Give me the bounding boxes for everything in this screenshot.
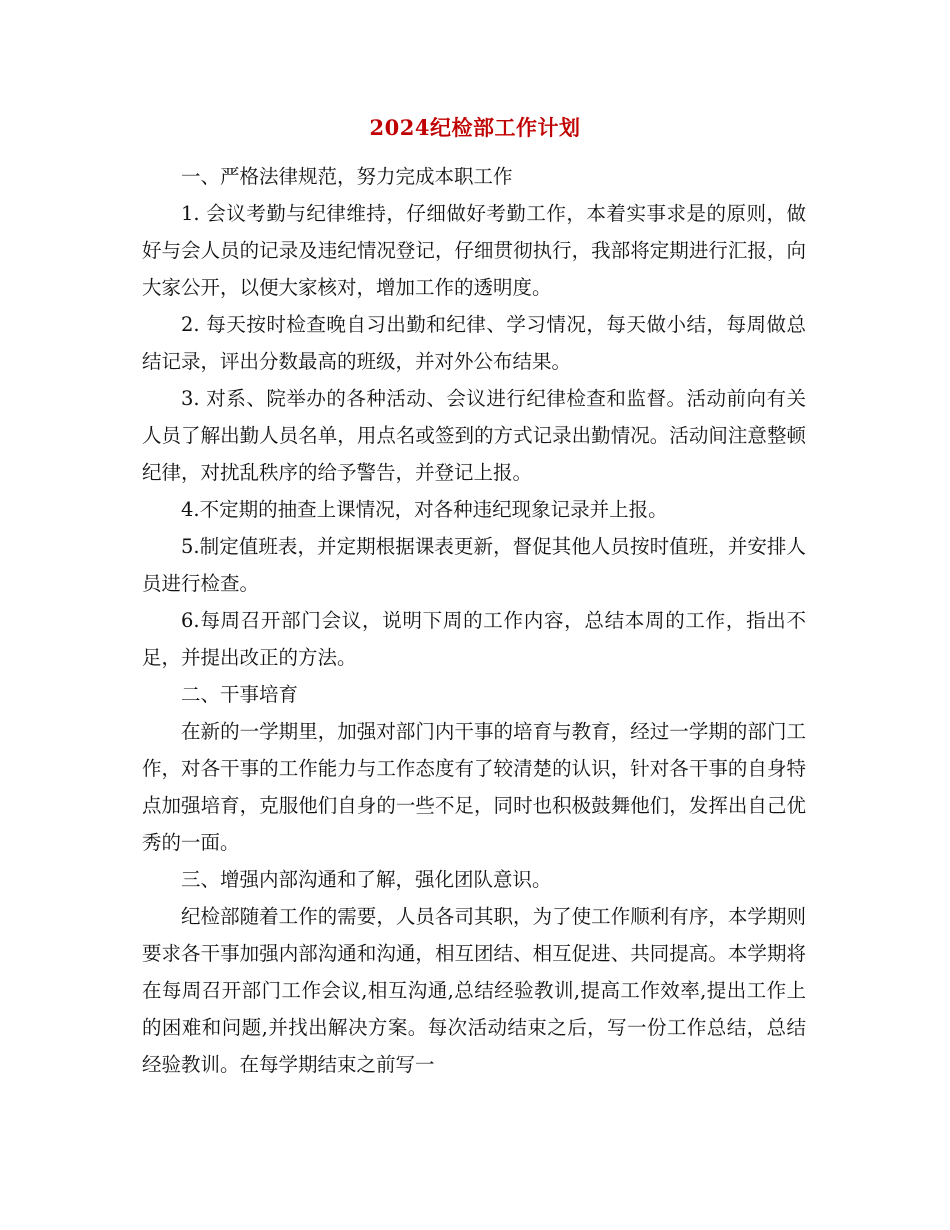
- paragraph-item-5: 5.制定值班表，并定期根据课表更新，督促其他人员按时值班，并安排人员进行检查。: [142, 535, 806, 595]
- paragraph-item-2: 2. 每天按时检查晚自习出勤和纪律、学习情况，每天做小结，每周做总结记录，评出分数最高的班级，并对外公布结果。: [142, 313, 806, 373]
- paragraph-item-6: 6.每周召开部门会议，说明下周的工作内容，总结本周的工作，指出不足，并提出改正的方法。: [142, 609, 806, 669]
- paragraph-item-3: 3. 对系、院举办的各种活动、会议进行纪律检查和监督。活动前向有关人员了解出勤人员名单，用点名或签到的方式记录出勤情况。活动间注意整顿纪律，对扰乱秩序的给予警告，并登记上报。: [142, 387, 806, 484]
- document-body: [142, 158, 806, 1083]
- section-heading-2: 二、干事培育: [181, 683, 299, 706]
- paragraph-cadre-training: 在新的一学期里，加强对部门内干事的培育与教育，经过一学期的部门工作，对各干事的工作能力与工作态度有了较清楚的认识，针对各干事的自身特点加强培育，克服他们自身的一些不足，同时也积极鼓舞他们，发挥出自己优秀的一面。: [142, 720, 806, 854]
- paragraph-communication: 纪检部随着工作的需要，人员各司其职，为了使工作顺利有序，本学期则要求各干事加强内部沟通和沟通，相互团结、相互促进、共同提高。本学期将在每周召开部门工作会议,相互沟通,总结经验教训,提高工作效率,提出工作上的困难和问题,并找出解决方案。每次活动结束之后，写一份工作总结，总结经验教训。在每学期结束之前写一: [142, 905, 806, 1076]
- paragraph-item-1: 1. 会议考勤与纪律维持，仔细做好考勤工作，本着实事求是的原则，做好与会人员的记录及违纪情况登记，仔细贯彻执行，我部将定期进行汇报，向大家公开，以便大家核对，增加工作的透明度。: [142, 202, 806, 299]
- document-title: 2024纪检部工作计划: [369, 115, 581, 140]
- paragraph-item-4: 4.不定期的抽查上课情况，对各种违纪现象记录并上报。: [181, 498, 668, 521]
- section-heading-1: 一、严格法律规范，努力完成本职工作: [181, 165, 513, 188]
- section-heading-3: 三、增强内部沟通和了解，强化团队意识。: [181, 868, 552, 891]
